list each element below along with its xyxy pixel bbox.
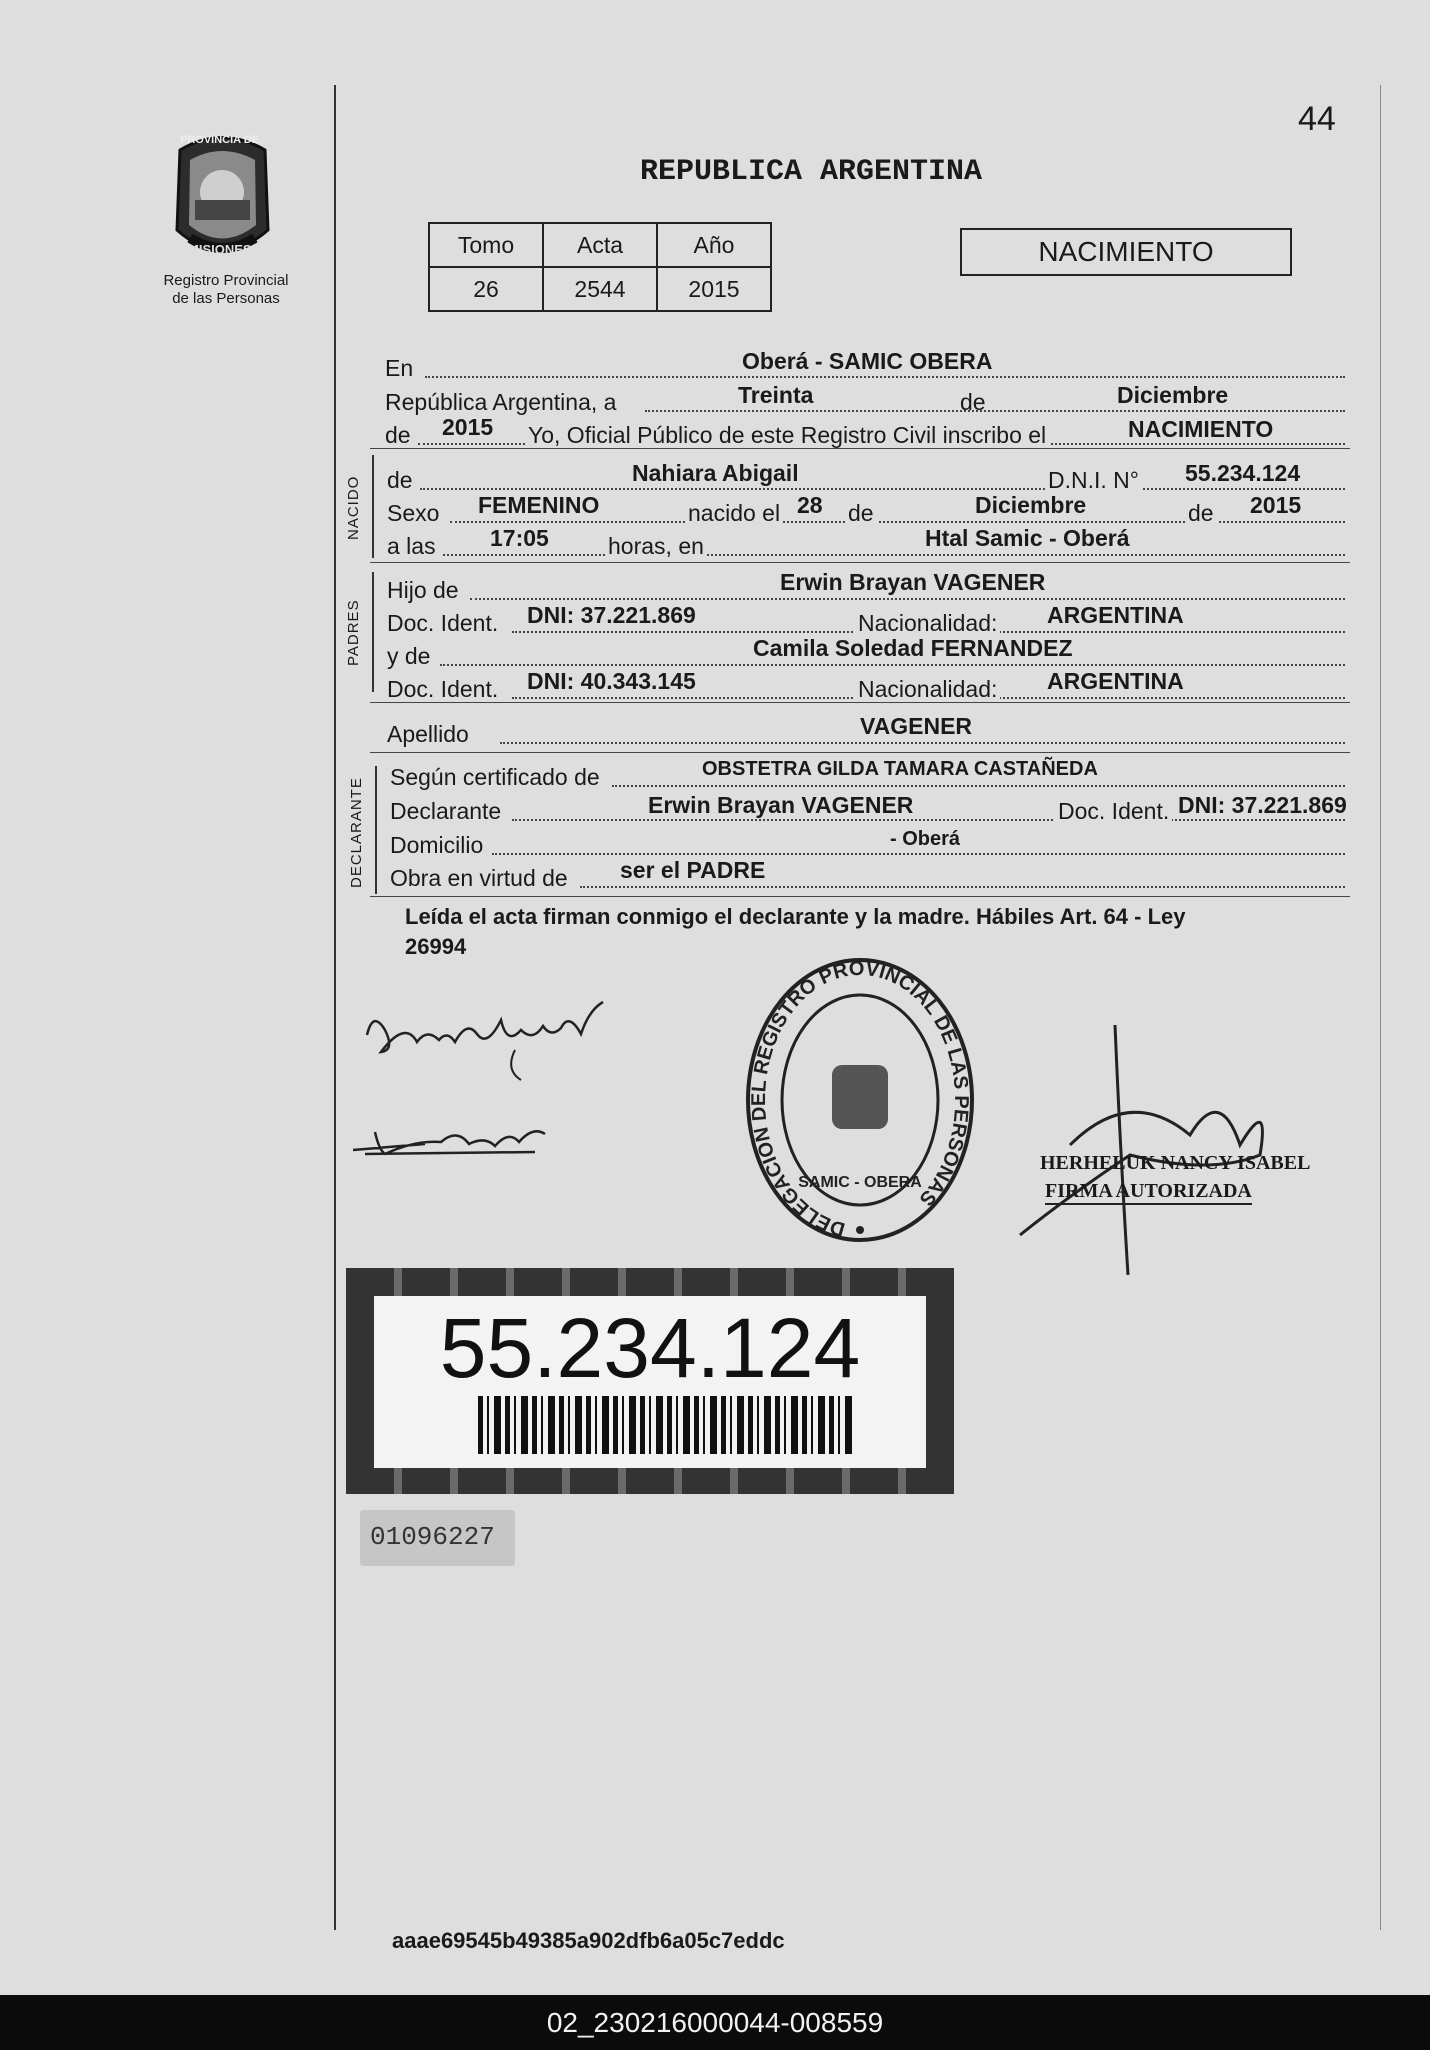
obra-dots	[580, 886, 1345, 888]
de-label: de	[960, 389, 986, 415]
domicilio-dots	[492, 853, 1345, 855]
apellido-separator	[370, 752, 1350, 753]
registry-value-acta: 2544	[543, 267, 657, 311]
declarant-signature	[355, 990, 625, 1090]
apellido-dots	[500, 742, 1345, 744]
declarante-doc-label: Doc. Ident.	[1055, 798, 1172, 825]
cert-label: Según certificado de	[390, 764, 600, 790]
sexo-value: FEMENINO	[478, 492, 600, 518]
declarante-label: Declarante	[390, 798, 502, 824]
mother-nationality: ARGENTINA	[1047, 668, 1184, 694]
barcode-icon	[478, 1396, 853, 1454]
declarante-value: Erwin Brayan VAGENER	[648, 792, 914, 818]
domicilio-value: - Oberá	[890, 828, 961, 850]
domicilio-label: Domicilio	[390, 832, 484, 858]
horas-label: horas, en	[605, 533, 707, 560]
nacido-el-label: nacido el	[685, 500, 783, 527]
hijo-de-label: Hijo de	[387, 577, 459, 603]
seal-bottom-text: MISIONES	[188, 242, 252, 257]
nacido-separator	[370, 562, 1350, 563]
mother-doc-label: Doc. Ident.	[387, 676, 499, 702]
stamp-emblem-icon	[832, 1065, 888, 1129]
father-dots	[470, 598, 1345, 600]
seal-top-text: PROVINCIA DE	[180, 134, 260, 146]
alas-dots	[443, 554, 1345, 556]
closing-text-line2: 26994	[405, 934, 467, 959]
registry-header-acta: Acta	[543, 223, 657, 267]
apellido-label: Apellido	[387, 721, 469, 747]
padres-separator	[370, 702, 1350, 703]
footer-id: 02_230216000044-008559	[0, 1995, 1430, 2050]
nacido-dni: 55.234.124	[1185, 460, 1301, 486]
id-sticker-number: 55.234.124	[439, 1301, 861, 1395]
stamp-inner-text: SAMIC - OBERA	[798, 1174, 922, 1191]
de2-label: de	[385, 422, 411, 448]
apellido-value: VAGENER	[860, 713, 973, 739]
act-value: NACIMIENTO	[1128, 416, 1274, 442]
declarante-separator	[370, 896, 1350, 897]
en-value: Oberá - SAMIC OBERA	[742, 348, 993, 374]
father-doc-label: Doc. Ident.	[387, 610, 499, 636]
padres-side-label: PADRES	[345, 599, 362, 666]
y-de-label: y de	[387, 643, 431, 669]
registry-table	[428, 222, 772, 312]
father-name: Erwin Brayan VAGENER	[780, 569, 1046, 595]
declarante-side-label: DECLARANTE	[348, 777, 365, 888]
obra-label: Obra en virtud de	[390, 865, 568, 891]
birth-time: 17:05	[490, 525, 549, 551]
declarante-doc: DNI: 37.221.869	[1178, 792, 1347, 818]
father-nat-label: Nacionalidad:	[855, 610, 1000, 637]
republica-label: República Argentina, a	[385, 389, 617, 415]
official-stamp	[740, 955, 980, 1255]
mother-signature	[345, 1110, 555, 1170]
stamp-ring-text: DELEGACIÓN DEL REGISTRO PROVINCIAL DE LAS PERSONAS	[748, 957, 973, 1241]
authority-name: HERHELUK NANCY ISABEL	[1040, 1152, 1311, 1174]
document-hash: aaae69545b49385a902dfb6a05c7eddc	[392, 1928, 785, 1953]
birth-day: 28	[797, 492, 823, 518]
nacido-dni-label: D.N.I. N°	[1045, 467, 1142, 494]
registry-header-tomo: Tomo	[429, 223, 543, 267]
father-doc: DNI: 37.221.869	[527, 602, 696, 628]
en-label: En	[385, 355, 414, 381]
day-value: Treinta	[738, 382, 814, 408]
mother-dots	[440, 664, 1345, 666]
mother-name: Camila Soledad FERNANDEZ	[753, 635, 1073, 661]
record-type-box: NACIMIENTO	[960, 228, 1292, 276]
birth-year: 2015	[1250, 492, 1302, 518]
registry-value-tomo: 26	[429, 267, 543, 311]
yo-text: Yo, Oficial Público de este Registro Civil inscribo el	[525, 422, 1049, 449]
cert-dots	[612, 785, 1345, 787]
father-nationality: ARGENTINA	[1047, 602, 1184, 628]
serial-number: 01096227	[370, 1522, 495, 1552]
cert-value: OBSTETRA GILDA TAMARA CASTAÑEDA	[702, 758, 1098, 780]
declarante-dots	[512, 819, 1345, 821]
mother-nat-label: Nacionalidad:	[855, 676, 1000, 703]
nacido-name-dots	[420, 488, 1345, 490]
sexo-label: Sexo	[387, 500, 440, 526]
right-margin-rule	[1380, 85, 1381, 1930]
year-value: 2015	[442, 414, 494, 440]
registry-header-ano: Año	[657, 223, 771, 267]
intro-separator	[370, 448, 1350, 449]
nacido-name: Nahiara Abigail	[632, 460, 799, 486]
republica-dots	[645, 410, 1345, 412]
page-number: 44	[1298, 100, 1336, 138]
nacido-bracket	[372, 455, 374, 558]
alas-label: a las	[387, 533, 436, 559]
document-title: REPUBLICA ARGENTINA	[640, 155, 983, 189]
obra-value: ser el PADRE	[620, 857, 766, 883]
birth-place: Htal Samic - Oberá	[925, 525, 1130, 551]
seal-caption-line1: Registro Provincial	[163, 272, 289, 289]
birth-de-label-2: de	[1185, 500, 1217, 527]
en-dots	[425, 376, 1345, 378]
nacido-side-label: NACIDO	[345, 475, 362, 540]
left-margin-rule	[334, 85, 336, 1930]
month-value: Diciembre	[1117, 382, 1229, 408]
closing-text-line1: Leída el acta firman conmigo el declarante y la madre. Hábiles Art. 64 - Ley	[405, 904, 1186, 929]
mother-doc: DNI: 40.343.145	[527, 668, 696, 694]
authority-title: FIRMA AUTORIZADA	[1045, 1180, 1252, 1205]
birth-de-label: de	[845, 500, 877, 527]
padres-bracket	[372, 572, 374, 692]
seal-caption-line2: de las Personas	[172, 290, 280, 307]
nacido-de-label: de	[387, 467, 413, 493]
declarante-bracket	[375, 766, 377, 894]
registry-value-ano: 2015	[657, 267, 771, 311]
authority-signature	[1010, 1025, 1340, 1275]
birth-month: Diciembre	[975, 492, 1087, 518]
